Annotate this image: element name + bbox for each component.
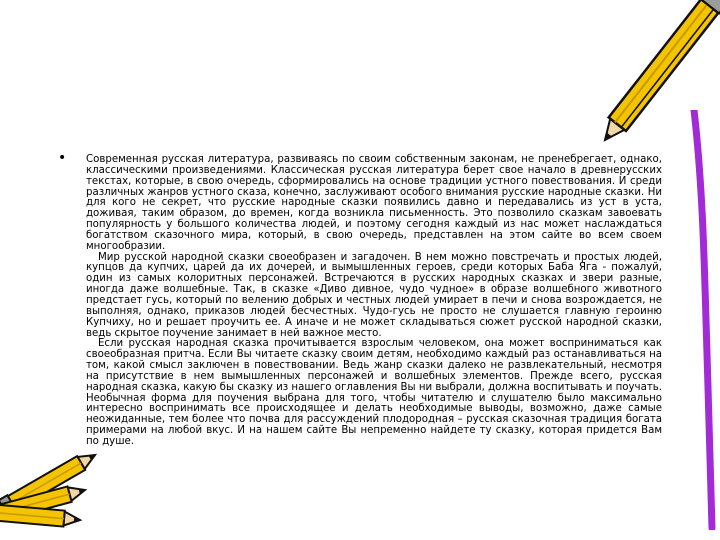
paragraph-2: Мир русской народной сказки своеобразен и загадочен. В нем можно повстречать и простых людей, купцов да купчих, царей да их дочерей, и вымышленных героев, среди которых Баба Яга - пожалуй, один из самых колоритных персонажей. Встречаются в русских народных сказках и звери разные, иногда даже волшебные. Так, в сказке «Диво дивное, чудо чудное» в образе волшебного животного предстает гусь, который по велению добрых и честных людей умирает в печи и снова возрождается, не выполняя, однако, приказов людей бесчестных. Чудо-гусь не просто не слушается главную героиню Купчиху, но и решает проучить ее. А иначе и не может складываться сюжет русской народной сказки, ведь скрытое поучение занимает в ней важное место. (86, 251, 662, 339)
paragraph-1: Современная русская литература, развиваясь по своим собственным законам, не пренебрегает, однако, классическими произведениями. Классическая русская литература берет свое начало в древнерусских текстах, которые, в свою очередь, сформировались на основе традиции устного повествования. И среди различных жанров устного сказа, конечно, заслуживают особого внимания русские народные сказки. Ни для кого не секрет, что русские народные сказки появились давно и передавались из уст в уста, доживая, таким образом, до времен, когда возникла письменность. Это позволило сказкам завоевать популярность у большого количества людей, и поэтому сегодня каждый из нас может наслаждаться богатством сказочного мира, который, в свою очередь, представлен на этом сайте во всем своем многообразии. (86, 154, 662, 252)
bullet-marker: • (58, 150, 67, 166)
purple-line-decoration (690, 110, 720, 530)
body-text (86, 155, 662, 448)
pencil-top-right-icon (590, 0, 720, 145)
paragraph-3: Если русская народная сказка прочитывается взрослым человеком, она может восприниматься как своеобразная притча. Если Вы читаете сказку своим детям, необходимо каждый раз останавливаться на том, какой смысл заключен в повествовании. Ведь жанр сказки далеко не развлекательный, несмотря на присутствие в нем вымышленных персонажей и волшебных элементов. Прежде всего, русская народная сказка, какую бы сказку из нашего оглавления Вы ни выбрали, должна воспитывать и поучать. Необычная форма для поучения выбрана для того, чтобы читателю и слушателю было максимально интересно воспринимать все происходящее и делать необходимые выводы, возможно, даже самые неожиданные, тем более что почва для рассуждений плодородная – русская сказочная традиция богата примерами на любой вкус. И на нашем сайте Вы непременно найдете ту сказку, которая придется Вам по душе. (86, 338, 662, 447)
